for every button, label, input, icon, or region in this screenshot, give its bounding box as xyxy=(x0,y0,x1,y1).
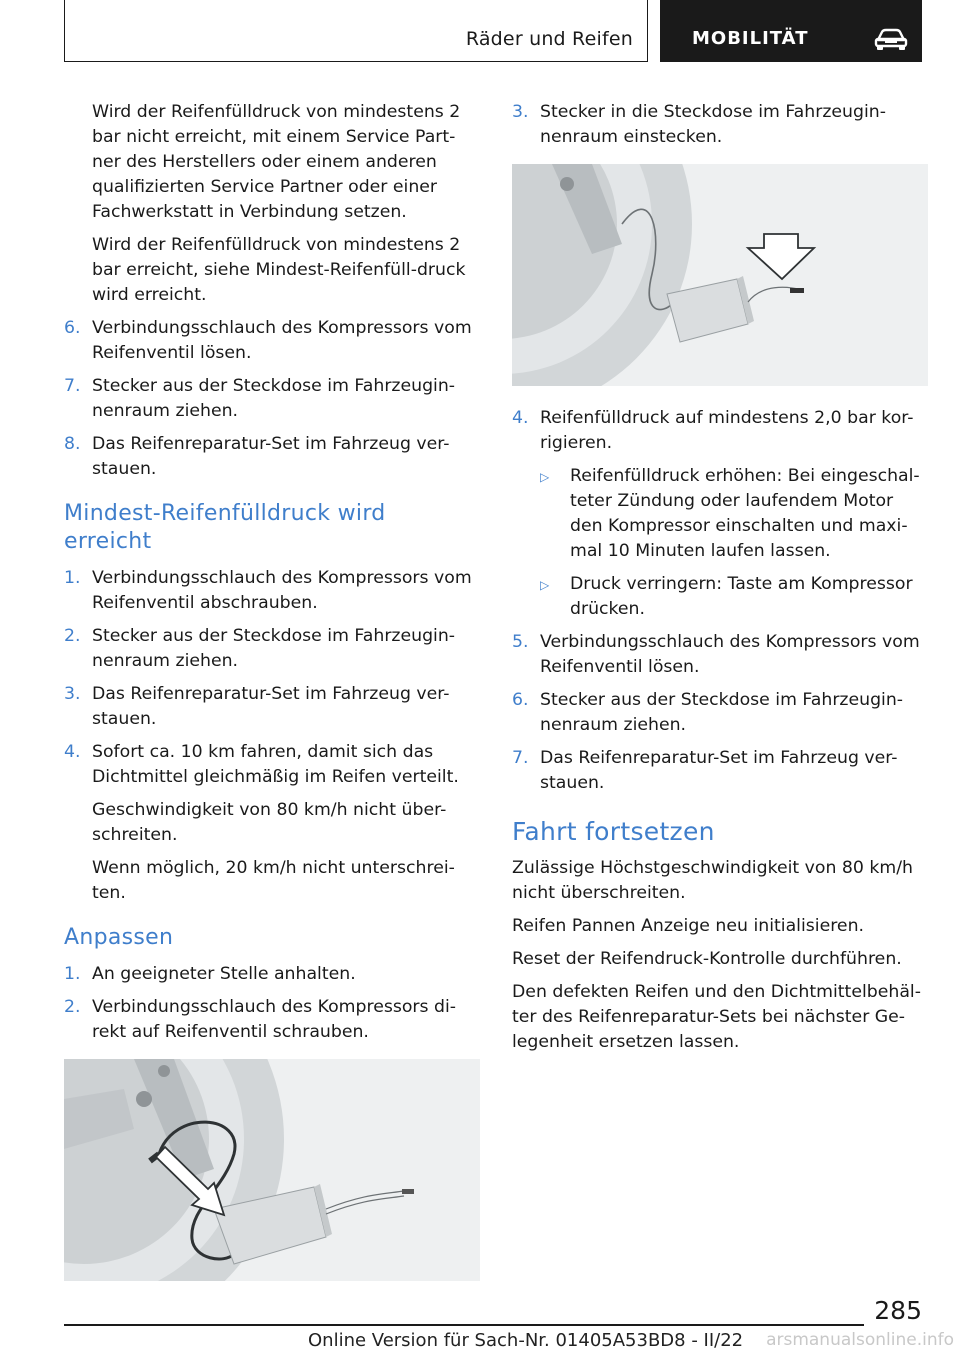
step-text: Sofort ca. 10 km fahren, damit sich das Dichtmittel gleichmäßig im Reifen verteilt. xyxy=(92,742,459,787)
section-heading: Mindest‐Reifenfülldruck wird erreicht xyxy=(64,501,386,554)
step-text: Stecker in die Steckdose im Fahrzeugin-nenraum einstecken. xyxy=(540,102,886,147)
triangle-bullet-icon: ▷ xyxy=(540,470,550,484)
sub-list-item xyxy=(540,572,924,622)
list-item xyxy=(64,624,476,674)
list-item xyxy=(64,432,476,482)
step-number: 7. xyxy=(512,748,529,768)
body-paragraph: Reifen Pannen Anzeige neu initialisieren. xyxy=(512,916,865,936)
list-item xyxy=(64,374,476,424)
step-text: Verbindungsschlauch des Kompressors di-rekt auf Reifenventil schrauben. xyxy=(92,997,457,1042)
step-text: Stecker aus der Steckdose im Fahrzeugin-nenraum ziehen. xyxy=(540,690,904,735)
list-item xyxy=(64,316,476,366)
step-text: Das Reifenreparatur-Set im Fahrzeug ver-stauen. xyxy=(92,434,450,479)
step-number: 2. xyxy=(64,626,81,646)
watermark: arsmanualsonline.info xyxy=(766,1330,954,1350)
list-item xyxy=(64,995,476,1045)
list-item xyxy=(512,630,924,680)
chapter-tab xyxy=(660,0,922,62)
list-item xyxy=(64,682,476,732)
footer-divider xyxy=(64,1324,864,1326)
list-item xyxy=(512,406,924,456)
step-text: Verbindungsschlauch des Kompressors vom Reifenventil lösen. xyxy=(92,318,472,363)
step-number: 1. xyxy=(64,964,81,984)
illustration-drawing xyxy=(512,164,928,386)
list-item xyxy=(64,740,476,790)
section-title: Räder und Reifen xyxy=(465,28,633,50)
page-number: 285 xyxy=(874,1296,922,1325)
sub-item-text: Reifenfülldruck erhöhen: Bei eingeschal-teter Zündung oder laufendem Motor den Kompressor einschalten und maxi-mal 10 Minuten laufen lassen. xyxy=(570,466,920,561)
step-text: Stecker aus der Steckdose im Fahrzeugin-nenraum ziehen. xyxy=(92,626,456,671)
body-paragraph: Zulässige Höchstgeschwindigkeit von 80 km/h nicht überschreiten. xyxy=(512,858,914,903)
step-text: An geeigneter Stelle anhalten. xyxy=(92,964,356,984)
illustration-plug-in-socket xyxy=(512,164,928,386)
section-heading: Anpassen xyxy=(64,925,174,950)
step-number: 4. xyxy=(64,742,81,762)
step-note: Wenn möglich, 20 km/h nicht unterschrei-ten. xyxy=(92,858,455,903)
step-number: 7. xyxy=(64,376,81,396)
step-note: Geschwindigkeit von 80 km/h nicht über-schreiten. xyxy=(92,800,447,845)
list-item xyxy=(64,962,476,987)
step-text: Das Reifenreparatur-Set im Fahrzeug ver-stauen. xyxy=(92,684,450,729)
step-text: Verbindungsschlauch des Kompressors vom Reifenventil lösen. xyxy=(540,632,920,677)
step-number: 6. xyxy=(64,318,81,338)
car-icon xyxy=(874,27,908,51)
step-number: 8. xyxy=(64,434,81,454)
step-number: 2. xyxy=(64,997,81,1017)
step-number: 4. xyxy=(512,408,529,428)
intro-paragraph-1: Wird der Reifenfülldruck von mindestens 2 bar nicht erreicht, mit einem Service Part-ner des Herstellers oder einem anderen qualifizierten Service Partner oder einer Fachwerkstatt in Verbindung setzen. xyxy=(92,102,461,222)
list-item xyxy=(64,566,476,616)
body-paragraph: Den defekten Reifen und den Dichtmittelbehäl-ter des Reifenreparatur-Sets bei nächster Ge-legenheit ersetzen lassen. xyxy=(512,982,921,1052)
step-number: 6. xyxy=(512,690,529,710)
sub-list-item xyxy=(540,464,924,564)
triangle-bullet-icon: ▷ xyxy=(540,578,550,592)
intro-paragraph-2: Wird der Reifenfülldruck von mindestens 2 bar erreicht, siehe Mindest-Reifenfüll-druck wird erreicht. xyxy=(92,235,466,305)
step-number: 3. xyxy=(512,102,529,122)
page-header xyxy=(64,0,922,64)
left-column xyxy=(64,100,476,1301)
step-text: Reifenfülldruck auf mindestens 2,0 bar kor-rigieren. xyxy=(540,408,914,453)
illustration-hose-on-valve xyxy=(64,1059,480,1281)
step-text: Stecker aus der Steckdose im Fahrzeugin-nenraum ziehen. xyxy=(92,376,456,421)
sub-item-text: Druck verringern: Taste am Kompressor drücken. xyxy=(570,574,913,619)
footer-version: Online Version für Sach-Nr. 01405A53BD8 - II/22 xyxy=(308,1330,744,1351)
illustration-drawing xyxy=(64,1059,480,1281)
step-number: 5. xyxy=(512,632,529,652)
chapter-title: MOBILITÄT xyxy=(692,28,809,49)
section-heading: Fahrt fortsetzen xyxy=(512,817,715,846)
step-number: 1. xyxy=(64,568,81,588)
right-column xyxy=(512,100,924,1063)
list-item xyxy=(512,746,924,796)
list-item xyxy=(512,688,924,738)
list-item xyxy=(512,100,924,150)
body-paragraph: Reset der Reifendruck-Kontrolle durchführen. xyxy=(512,949,902,969)
step-number: 3. xyxy=(64,684,81,704)
step-text: Verbindungsschlauch des Kompressors vom Reifenventil abschrauben. xyxy=(92,568,472,613)
step-text: Das Reifenreparatur-Set im Fahrzeug ver-stauen. xyxy=(540,748,898,793)
section-tab xyxy=(64,0,648,62)
